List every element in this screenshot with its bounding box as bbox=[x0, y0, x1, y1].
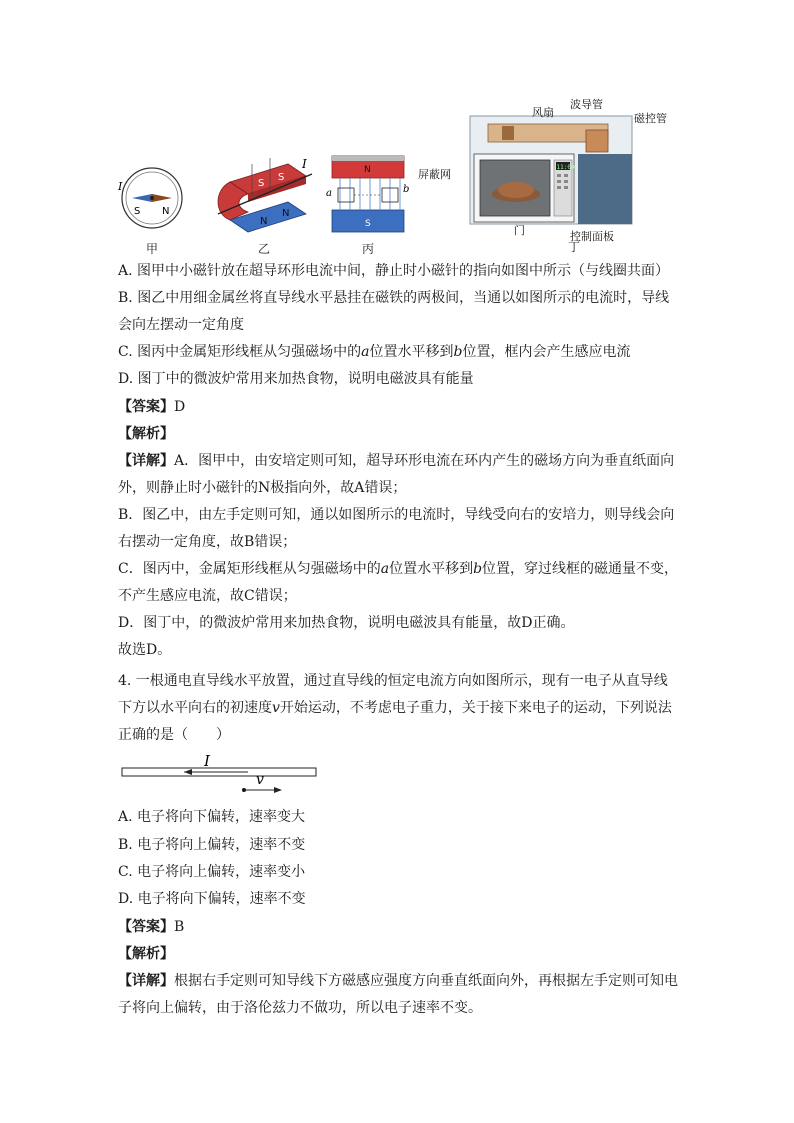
q3-d7c: 正确。 bbox=[532, 615, 575, 631]
q4-stem-1: 4. 一根通电直导线水平放置，通过直导线的恒定电流方向如图所示，现有一电子从直导线 bbox=[118, 673, 668, 689]
q4-answer-value: B bbox=[174, 919, 185, 935]
q4-detail-tag: 【详解】 bbox=[118, 973, 174, 989]
label-shield: 屏蔽网 bbox=[418, 168, 451, 181]
current-label: I bbox=[302, 157, 307, 171]
q3-detail-tag: 【详解】 bbox=[118, 453, 174, 469]
q4-stem2-v: v bbox=[272, 700, 280, 716]
pos-b-label: b bbox=[403, 184, 410, 195]
q3-c-b: b bbox=[453, 344, 463, 360]
q3-option-d: D. 图丁中的微波炉常用来加热食物，说明电磁波具有能量 bbox=[118, 371, 474, 387]
s1-label: S bbox=[258, 178, 265, 189]
q3-d5-mid: 位置水平移到 bbox=[389, 561, 474, 577]
q3-d4: 右摆动一定角度，故 bbox=[118, 534, 244, 550]
caption-yi: 乙 bbox=[258, 242, 271, 256]
q3-option-a: A. 图甲中小磁针放在超导环形电流中间，静止时小磁针的指向如图中所示（与线圈共面） bbox=[118, 263, 670, 279]
q3-d2-n: N bbox=[258, 480, 271, 496]
q3-conclusion-text: 故选 bbox=[118, 642, 146, 658]
q4-stem-2 bbox=[118, 699, 672, 717]
north-label: N bbox=[162, 206, 170, 217]
q3-d5-post: 位置，穿过线框的磁通量不变， bbox=[482, 561, 679, 577]
caption-jia: 甲 bbox=[146, 242, 159, 256]
q4-detail-2: 子将向上偏转，由于洛伦兹力不做功，所以电子速率不变。 bbox=[118, 1000, 482, 1016]
q3-d7-d: D bbox=[521, 615, 533, 631]
q4-option-d: D. 电子将向下偏转，速率不变 bbox=[118, 891, 306, 907]
q3-d1: A．图甲中，由安培定则可知，超导环形电流在环内产生的磁场方向为垂直纸面向 bbox=[174, 453, 675, 469]
q3-d5-a: a bbox=[380, 561, 390, 577]
q3-option-b-line2: 会向左摆动一定角度 bbox=[118, 317, 244, 333]
south-label: S bbox=[365, 219, 371, 229]
south-label: S bbox=[134, 206, 141, 217]
q4-stem2-post: 开始运动，不考虑电子重力，关于接下来电子的运动，下列说法 bbox=[279, 700, 672, 716]
q3-d4-b: B bbox=[244, 534, 255, 550]
q3-answer-value: D bbox=[174, 399, 186, 415]
q3-detail-1 bbox=[118, 452, 674, 470]
q3-answer bbox=[118, 398, 185, 416]
q3-option-b-line1: B. 图乙中用细金属丝将直导线水平悬挂在磁铁的两极间，当通以如图所示的电流时，导线 bbox=[118, 290, 670, 306]
caption-ding: 丁 bbox=[568, 240, 581, 254]
label-magnetron: 磁控管 bbox=[634, 112, 667, 125]
label-door: 门 bbox=[514, 224, 525, 237]
velocity-label: v bbox=[256, 772, 264, 788]
q4-d1: 根据右手定则可知导线下方磁感应强度方向垂直纸面向外，再根据左手定则可知电 bbox=[174, 973, 678, 989]
label-waveguide: 波导管 bbox=[570, 98, 603, 111]
q3-d2b: 极指向外，故 bbox=[270, 480, 355, 496]
q3-answer-tag: 【答案】 bbox=[118, 399, 174, 415]
q3-c-pre: C. 图丙中金属矩形线框从匀强磁场中的 bbox=[118, 344, 362, 360]
q4-option-c: C. 电子将向上偏转，速率变小 bbox=[118, 864, 306, 880]
velocity-arrow-head bbox=[274, 787, 282, 793]
q4-stem-3: 正确的是（ ） bbox=[118, 727, 230, 743]
figure-ding bbox=[468, 114, 634, 226]
label-fan: 风扇 bbox=[532, 106, 554, 119]
q3-c-a: a bbox=[361, 344, 370, 360]
s2-label: S bbox=[278, 172, 285, 183]
q3-c-mid: 位置水平移到 bbox=[369, 344, 454, 360]
q4-answer-tag: 【答案】 bbox=[118, 919, 174, 935]
pos-a-label: a bbox=[326, 188, 332, 199]
q3-detail-4 bbox=[118, 533, 296, 551]
current-label: I bbox=[118, 180, 123, 193]
q3-d5-b: b bbox=[473, 561, 483, 577]
compass-needle-south bbox=[132, 194, 152, 202]
n1-label: N bbox=[260, 216, 268, 227]
q3-detail-7 bbox=[118, 614, 574, 632]
north-label: N bbox=[364, 165, 371, 175]
clock-label: 11:00 bbox=[556, 164, 575, 171]
q3-d2: 外，则静止时小磁针的 bbox=[118, 480, 258, 496]
q3-option-c bbox=[118, 343, 630, 361]
q4-answer bbox=[118, 918, 184, 936]
q3-detail-6 bbox=[118, 587, 297, 605]
q3-analysis-tag: 【解析】 bbox=[118, 426, 174, 442]
q3-conclusion-end: 。 bbox=[157, 642, 172, 658]
q3-c-post: 位置，框内会产生感应电流 bbox=[462, 344, 631, 360]
label-panel: 控制面板 bbox=[570, 230, 614, 243]
figures-row bbox=[112, 98, 702, 258]
q3-conclusion bbox=[118, 641, 171, 659]
q4-stem2-pre: 下方以水平向右的初速度 bbox=[118, 700, 272, 716]
q3-d7: D．图丁中，的微波炉常用来加热食物，说明电磁波具有能量，故 bbox=[118, 615, 522, 631]
q4-figure bbox=[120, 752, 320, 798]
figure-yi bbox=[208, 154, 318, 244]
q3-detail-5 bbox=[118, 560, 678, 578]
current-label: I bbox=[204, 752, 210, 770]
q3-d2-a: A bbox=[354, 480, 365, 496]
compass-needle-north bbox=[152, 194, 172, 202]
q3-d6-c: C bbox=[244, 588, 255, 604]
n2-label: N bbox=[282, 208, 290, 219]
q3-d6: 不产生感应电流，故 bbox=[118, 588, 244, 604]
figure-bing bbox=[326, 152, 410, 242]
q3-d2c: 错误； bbox=[364, 480, 407, 496]
q4-detail-1 bbox=[118, 972, 678, 990]
q3-conclusion-ans: D bbox=[146, 642, 158, 658]
q3-detail-3: B．图乙中，由左手定则可知，通以如图所示的电流时，导线受向右的安培力，则导线会向 bbox=[118, 507, 675, 523]
q4-analysis-tag: 【解析】 bbox=[118, 946, 174, 962]
q3-d4c: 错误； bbox=[254, 534, 297, 550]
q3-d6c: 错误； bbox=[254, 588, 297, 604]
q3-d5-pre: C．图丙中，金属矩形线框从匀强磁场中的 bbox=[118, 561, 381, 577]
q4-option-b: B. 电子将向上偏转，速率不变 bbox=[118, 837, 306, 853]
q3-detail-2 bbox=[118, 479, 406, 497]
q4-option-a: A. 电子将向下偏转，速率变大 bbox=[118, 809, 306, 825]
caption-bing: 丙 bbox=[362, 242, 375, 256]
